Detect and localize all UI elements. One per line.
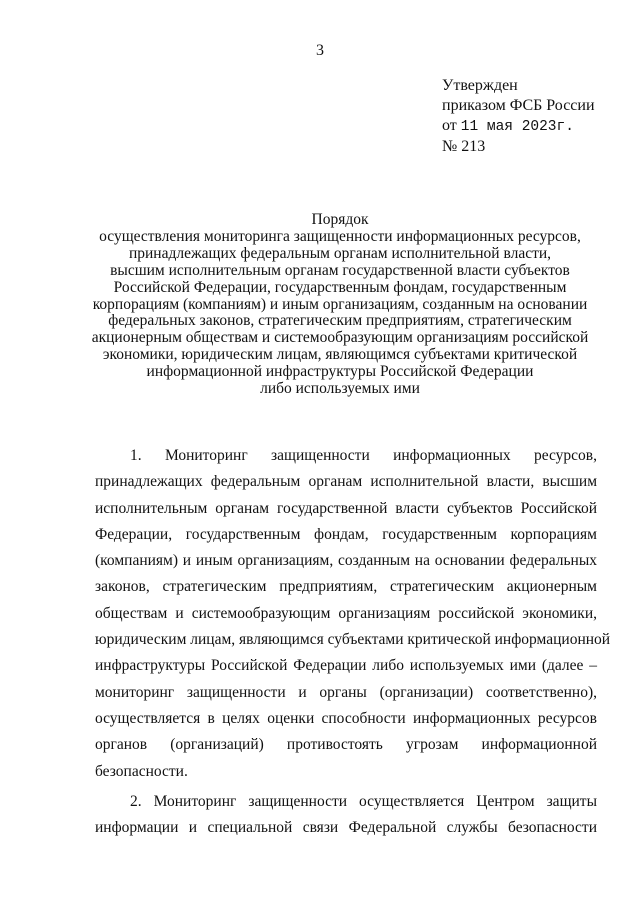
document-title	[60, 212, 620, 398]
title-line: высшим исполнительным органам государственной власти субъектов	[110, 261, 570, 279]
title-line: либо используемых ими	[260, 380, 420, 398]
title-heading: Порядок	[311, 211, 369, 228]
approval-date-value: 11 мая 2023г.	[460, 119, 574, 135]
approval-date-prefix: от	[442, 117, 461, 134]
paragraph-line: инфраструктуры Российской Федерации либо используемых ими (далее –	[95, 657, 597, 675]
paragraph-line: юридическим лицам, являющимся субъектами критической информационной	[95, 631, 611, 649]
paragraph-line: 1. Мониторинг защищенности информационных ресурсов,	[130, 447, 597, 464]
document-body	[95, 443, 611, 841]
approval-line-order: приказом ФСБ России	[442, 97, 595, 114]
paragraph-line: 2. Мониторинг защищенности осуществляется Центром защиты	[130, 792, 597, 810]
paragraph-line: Федерации, государственным фондам, государственным корпорациям	[95, 525, 597, 543]
paragraph-2	[95, 789, 597, 842]
paragraph-line: принадлежащих федеральным органам исполнительной власти, высшим	[95, 473, 597, 491]
paragraph-line: мониторинг защищенности и органы (организации) соответственно),	[95, 683, 597, 701]
title-line: акционерным обществам и системообразующим организациям российской	[91, 329, 589, 347]
title-line: информационной инфраструктуры Российской Федерации	[146, 363, 534, 381]
page-number: 3	[316, 42, 324, 59]
title-line: корпорациям (компаниям) и иным организациям, созданным на основании	[92, 295, 588, 313]
paragraph-line: законов, стратегическим предприятиям, стратегическим акционерным	[95, 578, 597, 596]
paragraph-line: обществам и системообразующим организациям российской экономики,	[95, 604, 597, 622]
paragraph-line: исполнительным органам государственной власти субъектов Российской	[95, 499, 597, 517]
title-line: принадлежащих федеральным органам исполнительной власти,	[128, 244, 552, 262]
paragraph-line: органов (организаций) противостоять угрозам информационной	[95, 736, 597, 754]
approval-line-approved: Утвержден	[442, 77, 518, 94]
title-line: Российской Федерации, государственным фондам, государственным	[113, 278, 567, 296]
paragraph-line: осуществляется в целях оценки способности информационных ресурсов	[95, 709, 597, 727]
title-line: федеральных законов, стратегическим предприятиям, стратегическим	[108, 312, 572, 330]
paragraph-line: безопасности.	[95, 762, 188, 780]
paragraph-1	[95, 443, 611, 785]
approval-stamp	[442, 76, 595, 157]
paragraph-line: (компаниям) и иным организациям, созданным на основании федеральных	[95, 552, 597, 570]
approval-line-date	[442, 116, 595, 137]
title-line: осуществления мониторинга защищенности информационных ресурсов,	[99, 227, 581, 245]
title-line: экономики, юридическим лицам, являющимся субъектами критической	[102, 346, 578, 364]
approval-line-number: № 213	[442, 138, 486, 155]
paragraph-line: информации и специальной связи Федеральной службы безопасности	[95, 819, 597, 837]
